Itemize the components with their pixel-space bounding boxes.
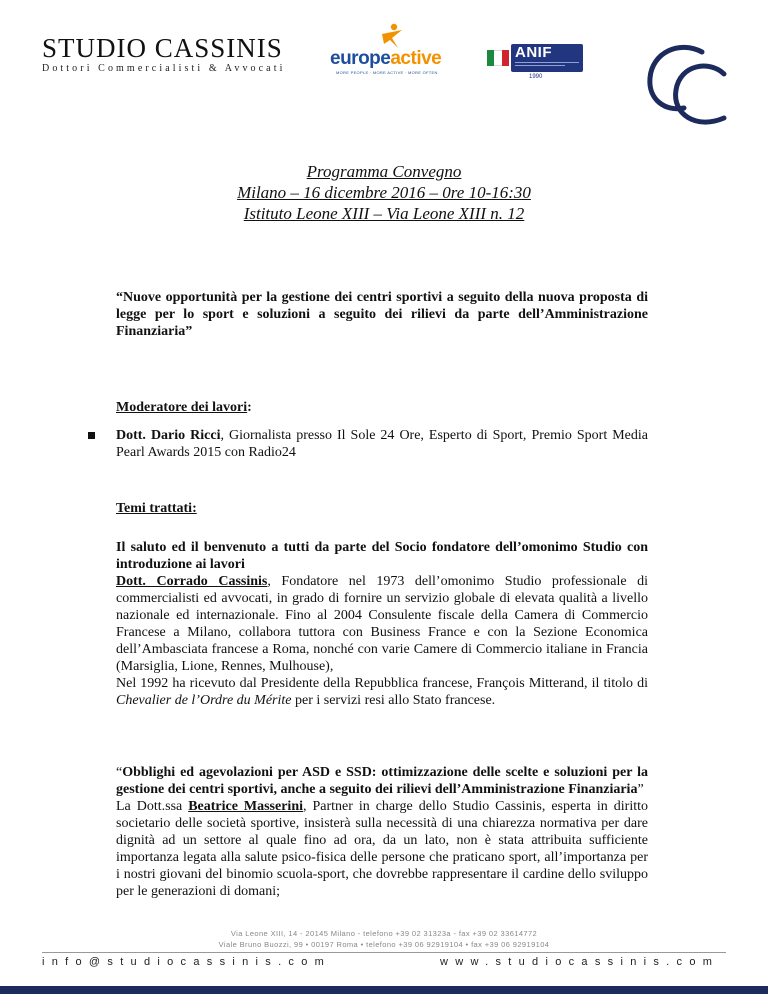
italian-flag-icon <box>487 50 509 66</box>
award-title: Chevalier de l’Ordre du Mérite <box>116 693 292 708</box>
anif-logo <box>487 44 597 86</box>
footer-address-roma: Viale Bruno Buozzi, 99 • 00197 Roma • telefono +39 06 92919104 • fax +39 06 92919104 <box>218 940 550 949</box>
footer-email[interactable]: info@studiocassinis.com <box>42 956 332 968</box>
europe-active-logo <box>318 20 478 80</box>
footer-address-milano: Via Leone XIII, 14 - 20145 Milano - telefono +39 02 31323a - fax +39 02 33614772 <box>230 929 538 938</box>
event-date-time: Milano – 16 dicembre 2016 – 0re 10-16:30 <box>237 183 531 202</box>
topic-2-quote-close: ” <box>637 782 644 797</box>
europe-active-wordmark: europeactive <box>330 48 442 69</box>
moderator-heading: Moderatore dei lavori: <box>116 400 252 415</box>
anif-year: 1990 <box>529 74 543 80</box>
studio-cassinis-logo <box>42 33 286 76</box>
cc-monogram-logo <box>640 38 740 138</box>
europe-active-figure-icon <box>378 22 406 50</box>
topic-2-text: , Partner in charge dello Studio Cassinis, esperta in diritto societario delle società sportive, insisterà sulla necessità di una chiarezza normativa per dare dignità ad un settore al quale fino ad ora, da un lato, non è stata attribuita sufficiente importanza legata alla salute psico-fisica delle persone che praticano sport, all’importanza per i nostri giovani del binomio scuola-sport, che dovrebbe rappresentare il cardine dello sviluppo per le generazioni di domani; <box>116 799 648 899</box>
studio-tagline: Dottori Commercialisti & Avvocati <box>42 63 286 74</box>
topics-heading: Temi trattati: <box>116 501 197 516</box>
topic-2-quote-open: “ <box>116 765 123 780</box>
topic-1-title: Il saluto ed il benvenuto a tutti da parte del Socio fondatore dell’omonimo Studio con introduzione ai lavori <box>116 540 648 572</box>
bottom-bar <box>0 986 768 994</box>
bullet-icon <box>88 432 95 439</box>
moderator-name: Dott. Dario Ricci <box>116 428 221 443</box>
anif-name: ANIF <box>515 44 552 61</box>
anif-badge <box>511 44 583 72</box>
topic-2-title: Obblighi ed agevolazioni per ASD e SSD: ottimizzazione delle scelte e soluzioni per la gestione dei centri sportivi, anche a seguito dei rilievi dell’Amministrazione Finanziaria <box>116 765 648 797</box>
europe-active-subtitle: MORE PEOPLE · MORE ACTIVE · MORE OFTEN <box>336 70 438 75</box>
topic-1-speaker: Dott. Corrado Cassinis <box>116 574 268 589</box>
footer-divider <box>42 952 726 953</box>
topic-2-prefix: La Dott.ssa <box>116 799 189 814</box>
program-title: Programma Convegno <box>306 162 462 181</box>
conference-subject: “Nuove opportunità per la gestione dei centri sportivi a seguito della nuova proposta di legge per lo sport e soluzioni a seguito dei rilievi da parte dell’Amministrazione Finanziaria” <box>116 290 648 339</box>
footer-website[interactable]: www.studiocassinis.com <box>440 956 720 968</box>
studio-name: STUDIO CASSINIS <box>42 33 283 63</box>
event-venue: Istituto Leone XIII – Via Leone XIII n. 12 <box>243 204 525 223</box>
topic-1: Il saluto ed il benvenuto a tutti da parte del Socio fondatore dell’omonimo Studio con introduzione ai lavori Dott. Corrado Cassinis, Fondatore nel 1973 dell’omonimo Studio professionale di commercialisti ed avvocati, in grado di fornire un servizio globale di elevata qualità a livello nazionale ed internazionale. Fino al 2004 Consulente fiscale della Camera di Commercio Francese a Milano, collabora tuttora con Business France e con la Sezione Economica dell’Ambasciata francese a Roma, nonché con varie Camere di Commercio italiane in Francia (Marsiglia, Lione, Rennes, Mulhouse), Nel 1992 ha ricevuto dal Presidente della Repubblica francese, François Mitterand, il titolo di Chevalier de l’Ordre du Mérite per i servizi resi allo Stato francese. <box>116 540 648 708</box>
moderator-entry: Dott. Dario Ricci, Giornalista presso Il Sole 24 Ore, Esperto di Sport, Premio Sport Media Pearl Awards 2015 con Radio24 <box>116 428 648 460</box>
topic-2 <box>116 764 648 900</box>
topic-2-speaker: Beatrice Masserini <box>188 799 303 814</box>
